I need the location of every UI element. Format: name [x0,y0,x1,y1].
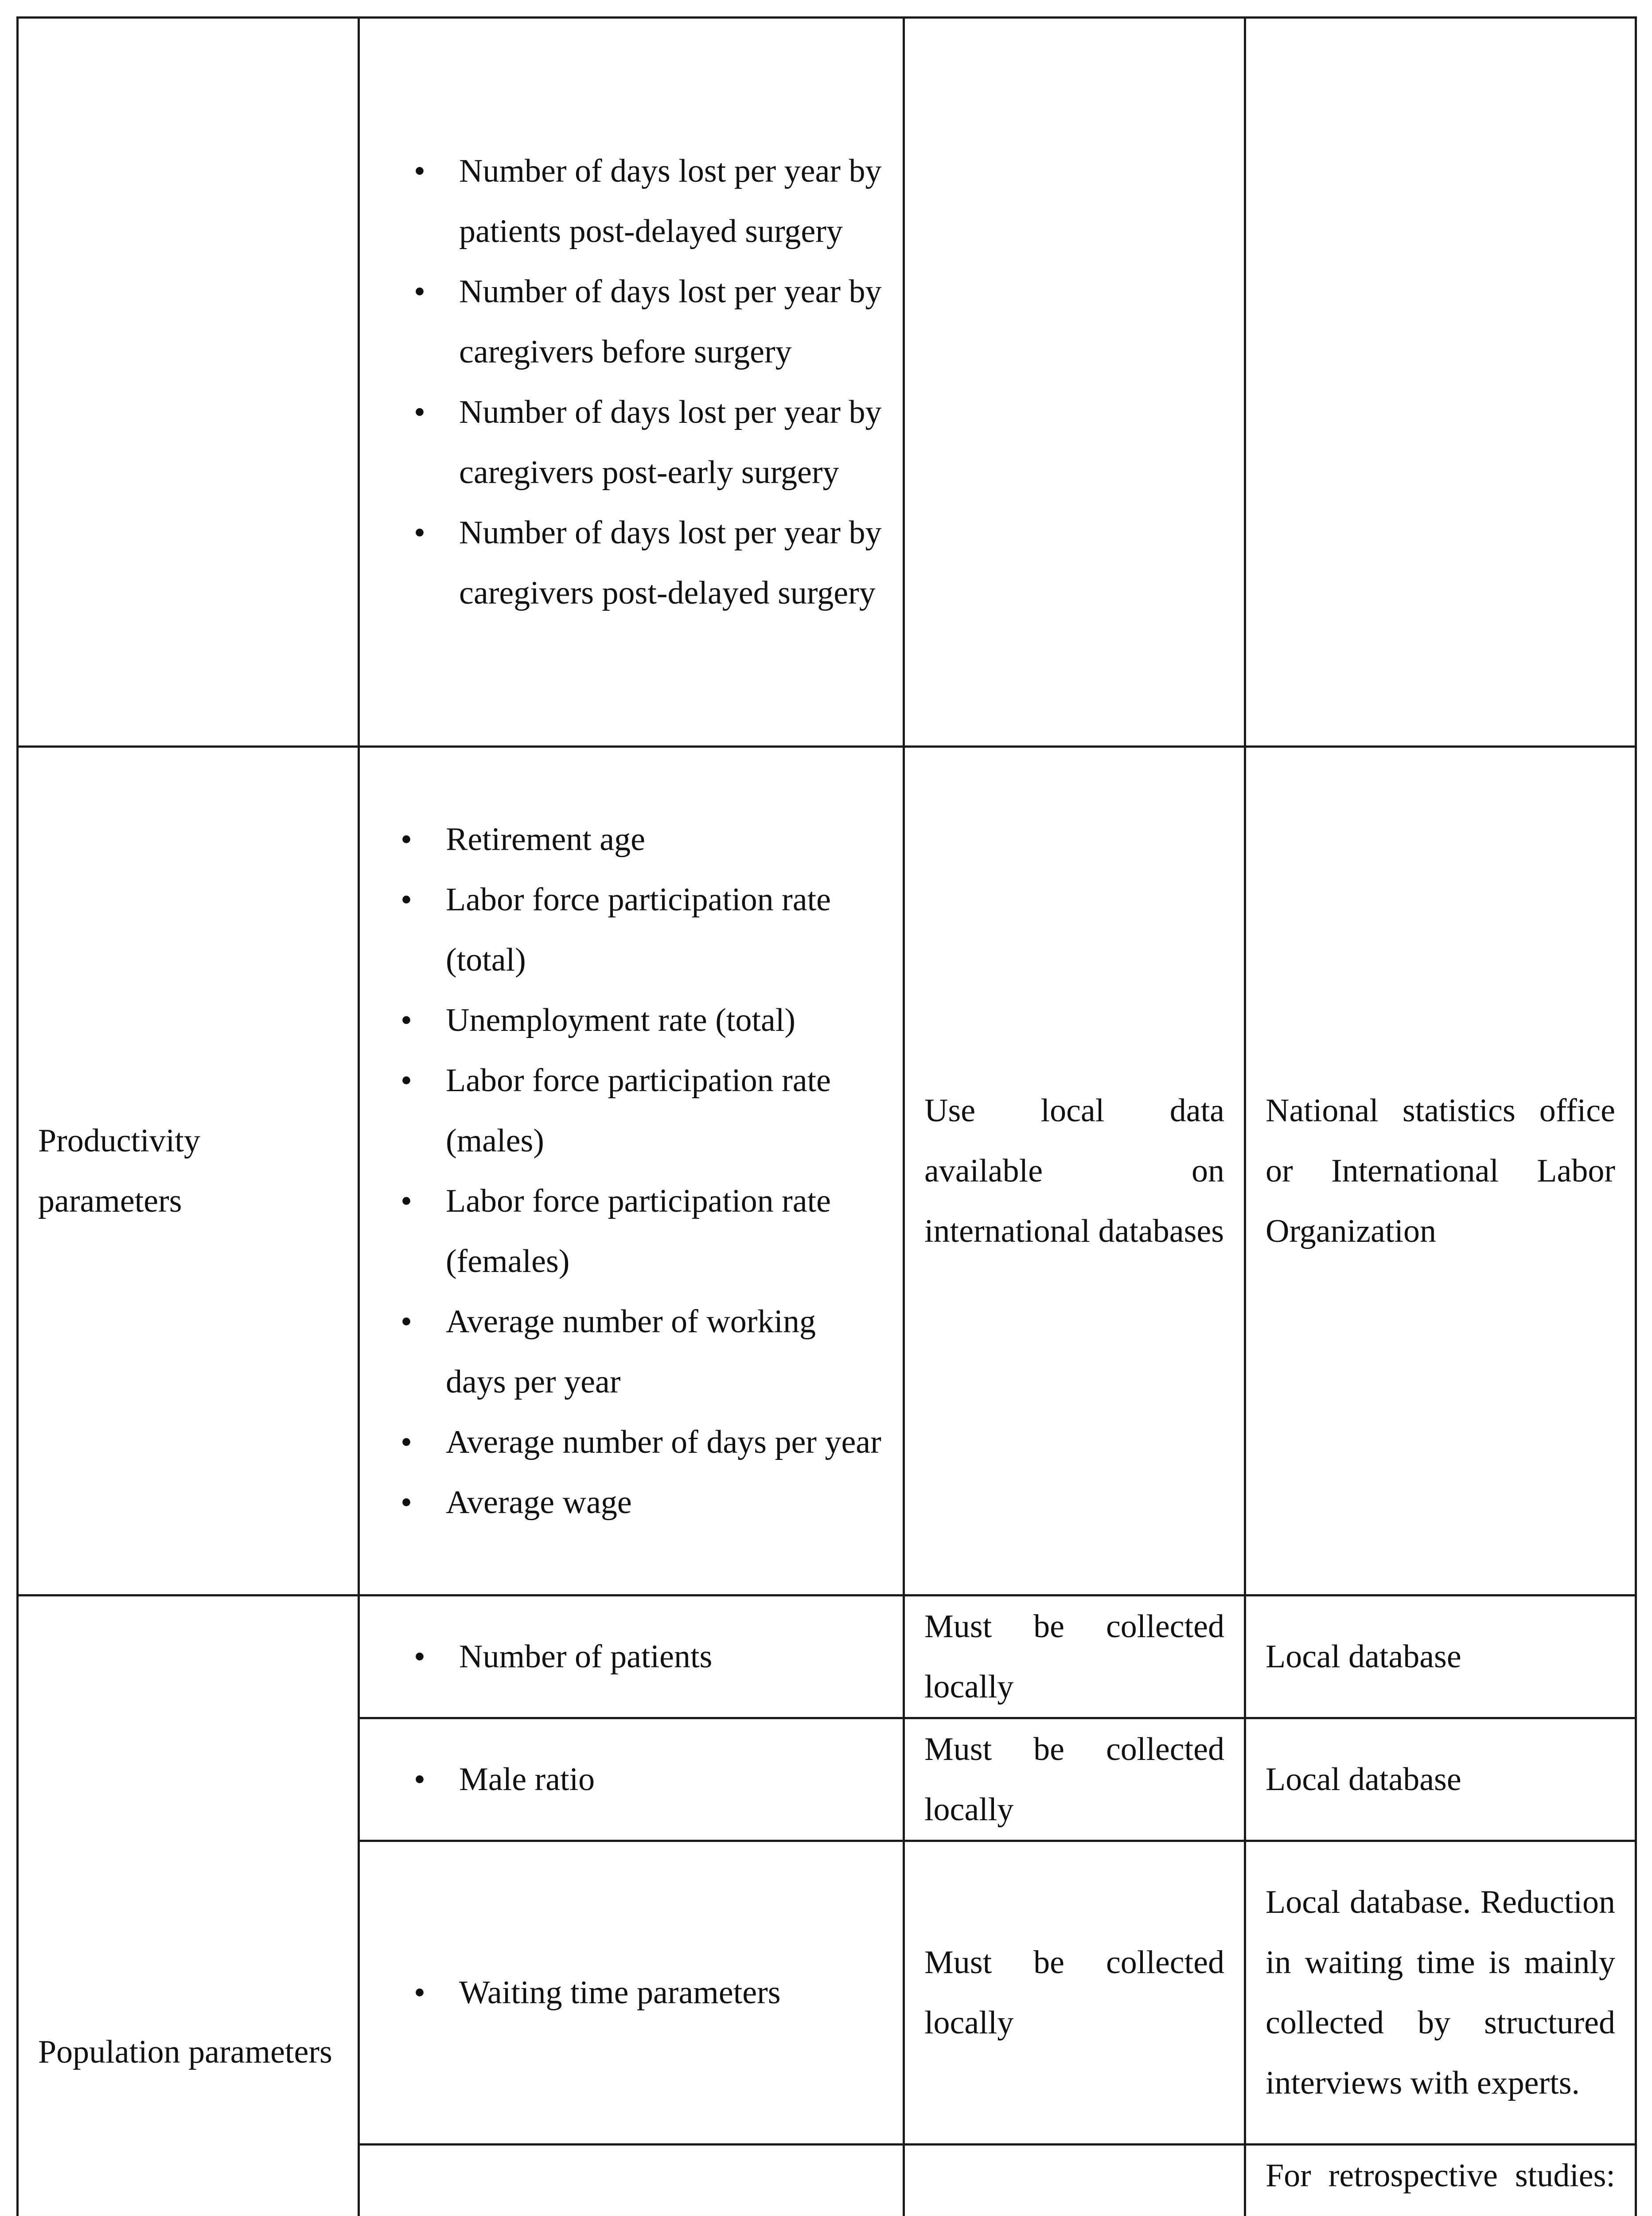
recommendation-cell: Must be collected locally [904,1841,1245,2145]
source-cell [1245,18,1636,747]
recommendation-cell [904,2145,1245,2216]
parameter-list-cell [359,2145,904,2216]
parameter-category-cell: Population parameters [18,1596,359,2216]
list-item: • Labor force participation rate (total) [379,870,883,990]
parameter-bullet-list [379,1627,883,1687]
list-item: • Retirement age [379,809,883,870]
source-cell: For retrospective studies: [1245,2145,1636,2216]
parameter-bullet-list [379,809,883,1533]
list-item: • Average number of days per year [379,1412,883,1472]
list-item: • Male ratio [379,1749,883,1810]
source-cell: Local database [1245,1718,1636,1841]
parameter-list-cell [359,1596,904,1718]
source-cell: Local database. Reduction in waiting time is mainly collected by structured interviews with experts. [1245,1841,1636,2145]
list-item: • Number of days lost per year by patients post-delayed surgery [379,141,883,261]
list-item: • Average number of working days per year [379,1291,883,1412]
list-item: • Unemployment rate (total) [379,990,883,1050]
parameters-table [16,16,1637,2216]
table-row [18,747,1636,1596]
list-item: • Waiting time parameters [379,1962,883,2023]
parameter-bullet-list [379,141,883,623]
recommendation-cell: Must be collected locally [904,1596,1245,1718]
parameter-bullet-list [379,1962,883,2023]
table-row [18,18,1636,747]
list-item: • Number of days lost per year by caregivers post-delayed surgery [379,503,883,623]
list-item: • Number of patients [379,1627,883,1687]
list-item: • Labor force participation rate (males) [379,1050,883,1171]
parameter-list-cell [359,747,904,1596]
recommendation-cell [904,18,1245,747]
recommendation-cell: Use local data available on international databases [904,747,1245,1596]
parameter-bullet-list [379,1749,883,1810]
list-item: • Number of days lost per year by caregivers post-early surgery [379,382,883,503]
recommendation-cell: Must be collected locally [904,1718,1245,1841]
table-row [18,1596,1636,1718]
parameter-list-cell [359,1841,904,2145]
parameter-category-cell: Productivity parameters [18,747,359,1596]
source-cell: Local database [1245,1596,1636,1718]
list-item: • Average wage [379,1472,883,1533]
source-cell: National statistics office or International Labor Organization [1245,747,1636,1596]
list-item: • Number of days lost per year by caregivers before surgery [379,261,883,382]
parameter-list-cell [359,1718,904,1841]
parameter-list-cell [359,18,904,747]
parameter-category-cell [18,18,359,747]
list-item: • Labor force participation rate (females) [379,1171,883,1291]
